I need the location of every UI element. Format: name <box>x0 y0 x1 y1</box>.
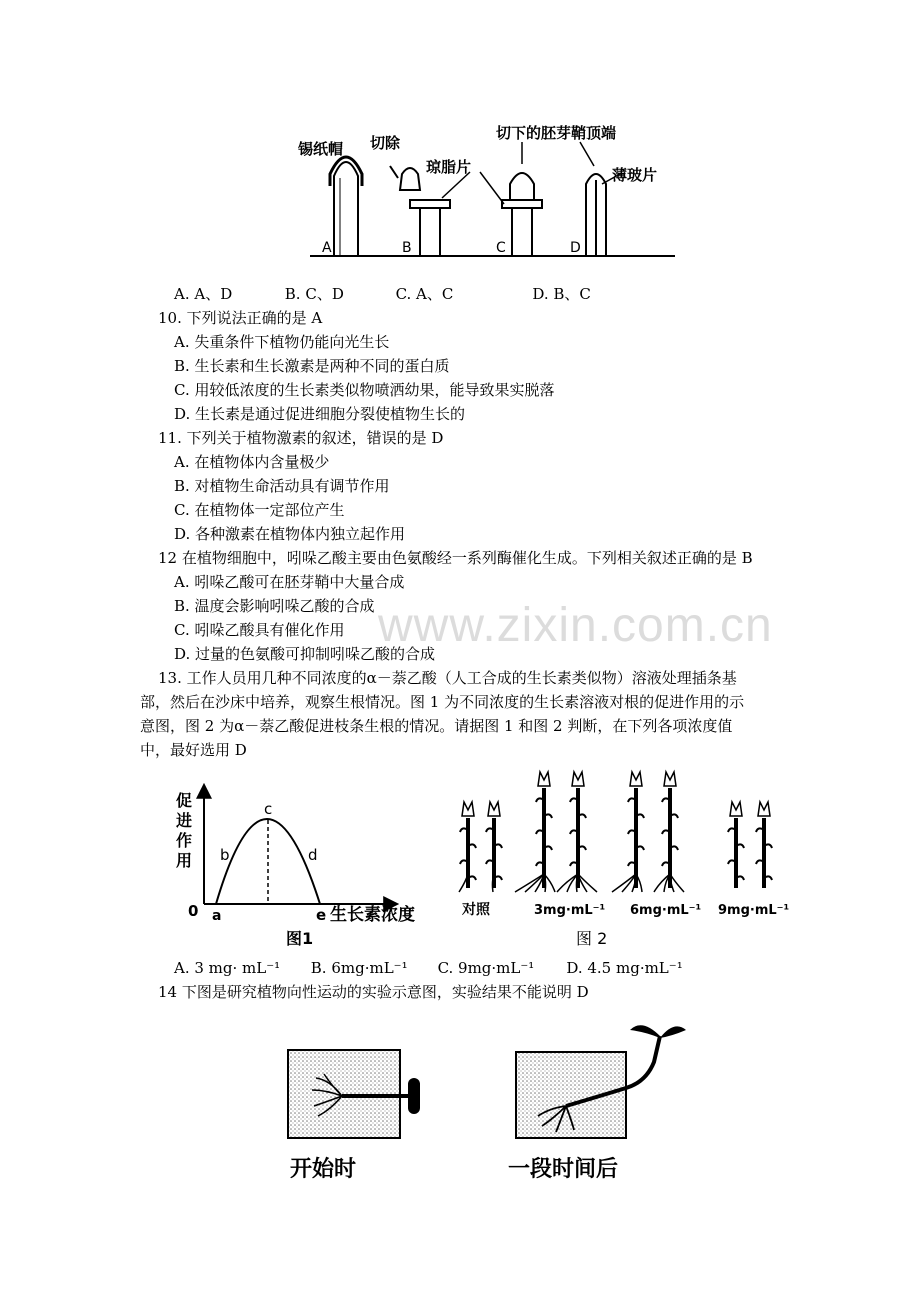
fig1-ylabel-2: 进 <box>176 811 193 830</box>
fig2-cutting-top <box>488 802 500 816</box>
fig2-cutting-root <box>525 874 544 892</box>
fig2-caption: 图 2 <box>576 929 608 948</box>
label-glass: 薄玻片 <box>612 166 658 184</box>
fig2-cutting-top <box>462 802 474 816</box>
coleoptile-experiment-figure <box>290 118 680 268</box>
q11-option-d: D. 各种激素在植物体内独立起作用 <box>174 525 406 543</box>
label-agar: 琼脂片 <box>426 158 472 176</box>
q13-option-d: D. 4.5 mg·mL⁻¹ <box>566 959 683 977</box>
fig2-cutting-top <box>630 772 642 786</box>
watermark: www.zixin.com.cn <box>378 599 773 652</box>
q13-line-3: 意图，图 2 为α－萘乙酸促进枝条生根的情况。请据图 1 和图 2 判断，在下列各项浓度值 <box>140 717 733 735</box>
label-c: C <box>496 240 506 256</box>
fig2-cutting-root <box>654 874 670 892</box>
label-cut-tip: 切下的胚芽鞘顶端 <box>496 124 617 142</box>
coleoptile-c <box>502 173 542 256</box>
fig1-point-b: b <box>220 846 230 864</box>
q10-option-b: B. 生长素和生长激素是两种不同的蛋白质 <box>174 357 450 375</box>
fig1-ylabel-4: 用 <box>176 851 193 870</box>
fig2-cutting-top <box>664 772 676 786</box>
q12-option-c: C. 吲哚乙酸具有催化作用 <box>174 621 345 639</box>
fig1-caption: 图1 <box>286 929 314 948</box>
q13-line-1: 13. 工作人员用几种不同浓度的α－萘乙酸（人工合成的生长素类似物）溶液处理插条基 <box>158 669 737 687</box>
q11-option-b: B. 对植物生命活动具有调节作用 <box>174 477 390 495</box>
figure-2-cuttings <box>446 762 796 952</box>
q14-stem: 14 下图是研究植物向性运动的实验示意图，实验结果不能说明 D <box>158 983 589 1001</box>
fig2-group-control: 对照 <box>462 902 490 918</box>
q14-start-state <box>288 1050 420 1138</box>
q12-option-a: A. 吲哚乙酸可在胚芽鞘中大量合成 <box>174 573 405 591</box>
q11-stem: 11. 下列关于植物激素的叙述，错误的是 D <box>158 429 444 447</box>
q13-option-a: A. 3 mg· mL⁻¹ <box>174 959 281 977</box>
q14-tropism-figure <box>270 1016 690 1186</box>
fig2-group-6mg: 6mg·mL⁻¹ <box>630 903 702 918</box>
q9-option-d: D. B、C <box>532 285 591 303</box>
q13-line-2: 部，然后在沙床中培养，观察生根情况。图 1 为不同浓度的生长素溶液对根的促进作用的示 <box>140 693 745 711</box>
q14-caption-start: 开始时 <box>290 1157 357 1182</box>
label-a: A <box>322 240 332 256</box>
q10-option-c: C. 用较低浓度的生长素类似物喷洒幼果，能导致果实脱落 <box>174 381 555 399</box>
fig1-ylabel-3: 作 <box>176 831 193 850</box>
fig2-cutting-top <box>538 772 550 786</box>
q9-option-c: C. A、C <box>395 285 454 303</box>
q13-line-4: 中，最好选用 D <box>140 741 247 759</box>
coleoptile-b <box>390 166 450 256</box>
q10-option-a: A. 失重条件下植物仍能向光生长 <box>174 333 390 351</box>
q13-option-b: B. 6mg·mL⁻¹ <box>310 959 408 977</box>
fig1-point-a: a <box>212 908 222 924</box>
q14-caption-after: 一段时间后 <box>508 1157 619 1182</box>
label-d: D <box>570 240 581 256</box>
q12-option-b: B. 温度会影响吲哚乙酸的合成 <box>174 597 375 615</box>
q11-option-a: A. 在植物体内含量极少 <box>174 453 330 471</box>
fig2-cutting-top <box>758 802 770 816</box>
label-b: B <box>402 240 412 256</box>
q11-option-c: C. 在植物体一定部位产生 <box>174 501 345 519</box>
q13-options <box>174 958 683 978</box>
label-cut: 切除 <box>370 134 401 152</box>
fig2-group-9mg: 9mg·mL⁻¹ <box>718 903 790 918</box>
q9-option-b: B. C、D <box>284 285 344 303</box>
fig2-group-3mg: 3mg·mL⁻¹ <box>534 903 606 918</box>
fig1-point-d: d <box>308 846 318 864</box>
q9-option-a: A. A、D <box>174 285 233 303</box>
fig2-cutting-root <box>670 874 684 892</box>
fig2-cutting-top <box>572 772 584 786</box>
label-foil-cap: 锡纸帽 <box>298 140 344 158</box>
fig2-cutting-root <box>578 874 597 892</box>
coleoptile-a <box>330 157 362 256</box>
q9-options <box>174 284 591 304</box>
q13-option-c: C. 9mg·mL⁻¹ <box>437 959 535 977</box>
fig1-origin: 0 <box>188 902 199 920</box>
q12-option-d: D. 过量的色氨酸可抑制吲哚乙酸的合成 <box>174 645 436 663</box>
fig2-cutting-top <box>730 802 742 816</box>
q14-after-state <box>516 1025 686 1138</box>
q10-option-d: D. 生长素是通过促进细胞分裂使植物生长的 <box>174 405 466 423</box>
figure-1-curve <box>168 780 436 950</box>
fig1-point-c: c <box>264 800 273 818</box>
q10-stem: 10. 下列说法正确的是 A <box>158 309 323 327</box>
q12-stem: 12 在植物细胞中，吲哚乙酸主要由色氨酸经一系列酶催化生成。下列相关叙述正确的是 B <box>158 549 753 567</box>
coleoptile-d <box>586 174 606 256</box>
fig1-ylabel-1: 促 <box>176 791 193 810</box>
fig1-xlabel: 生长素浓度 <box>330 905 415 925</box>
fig1-point-e: e <box>316 906 327 924</box>
